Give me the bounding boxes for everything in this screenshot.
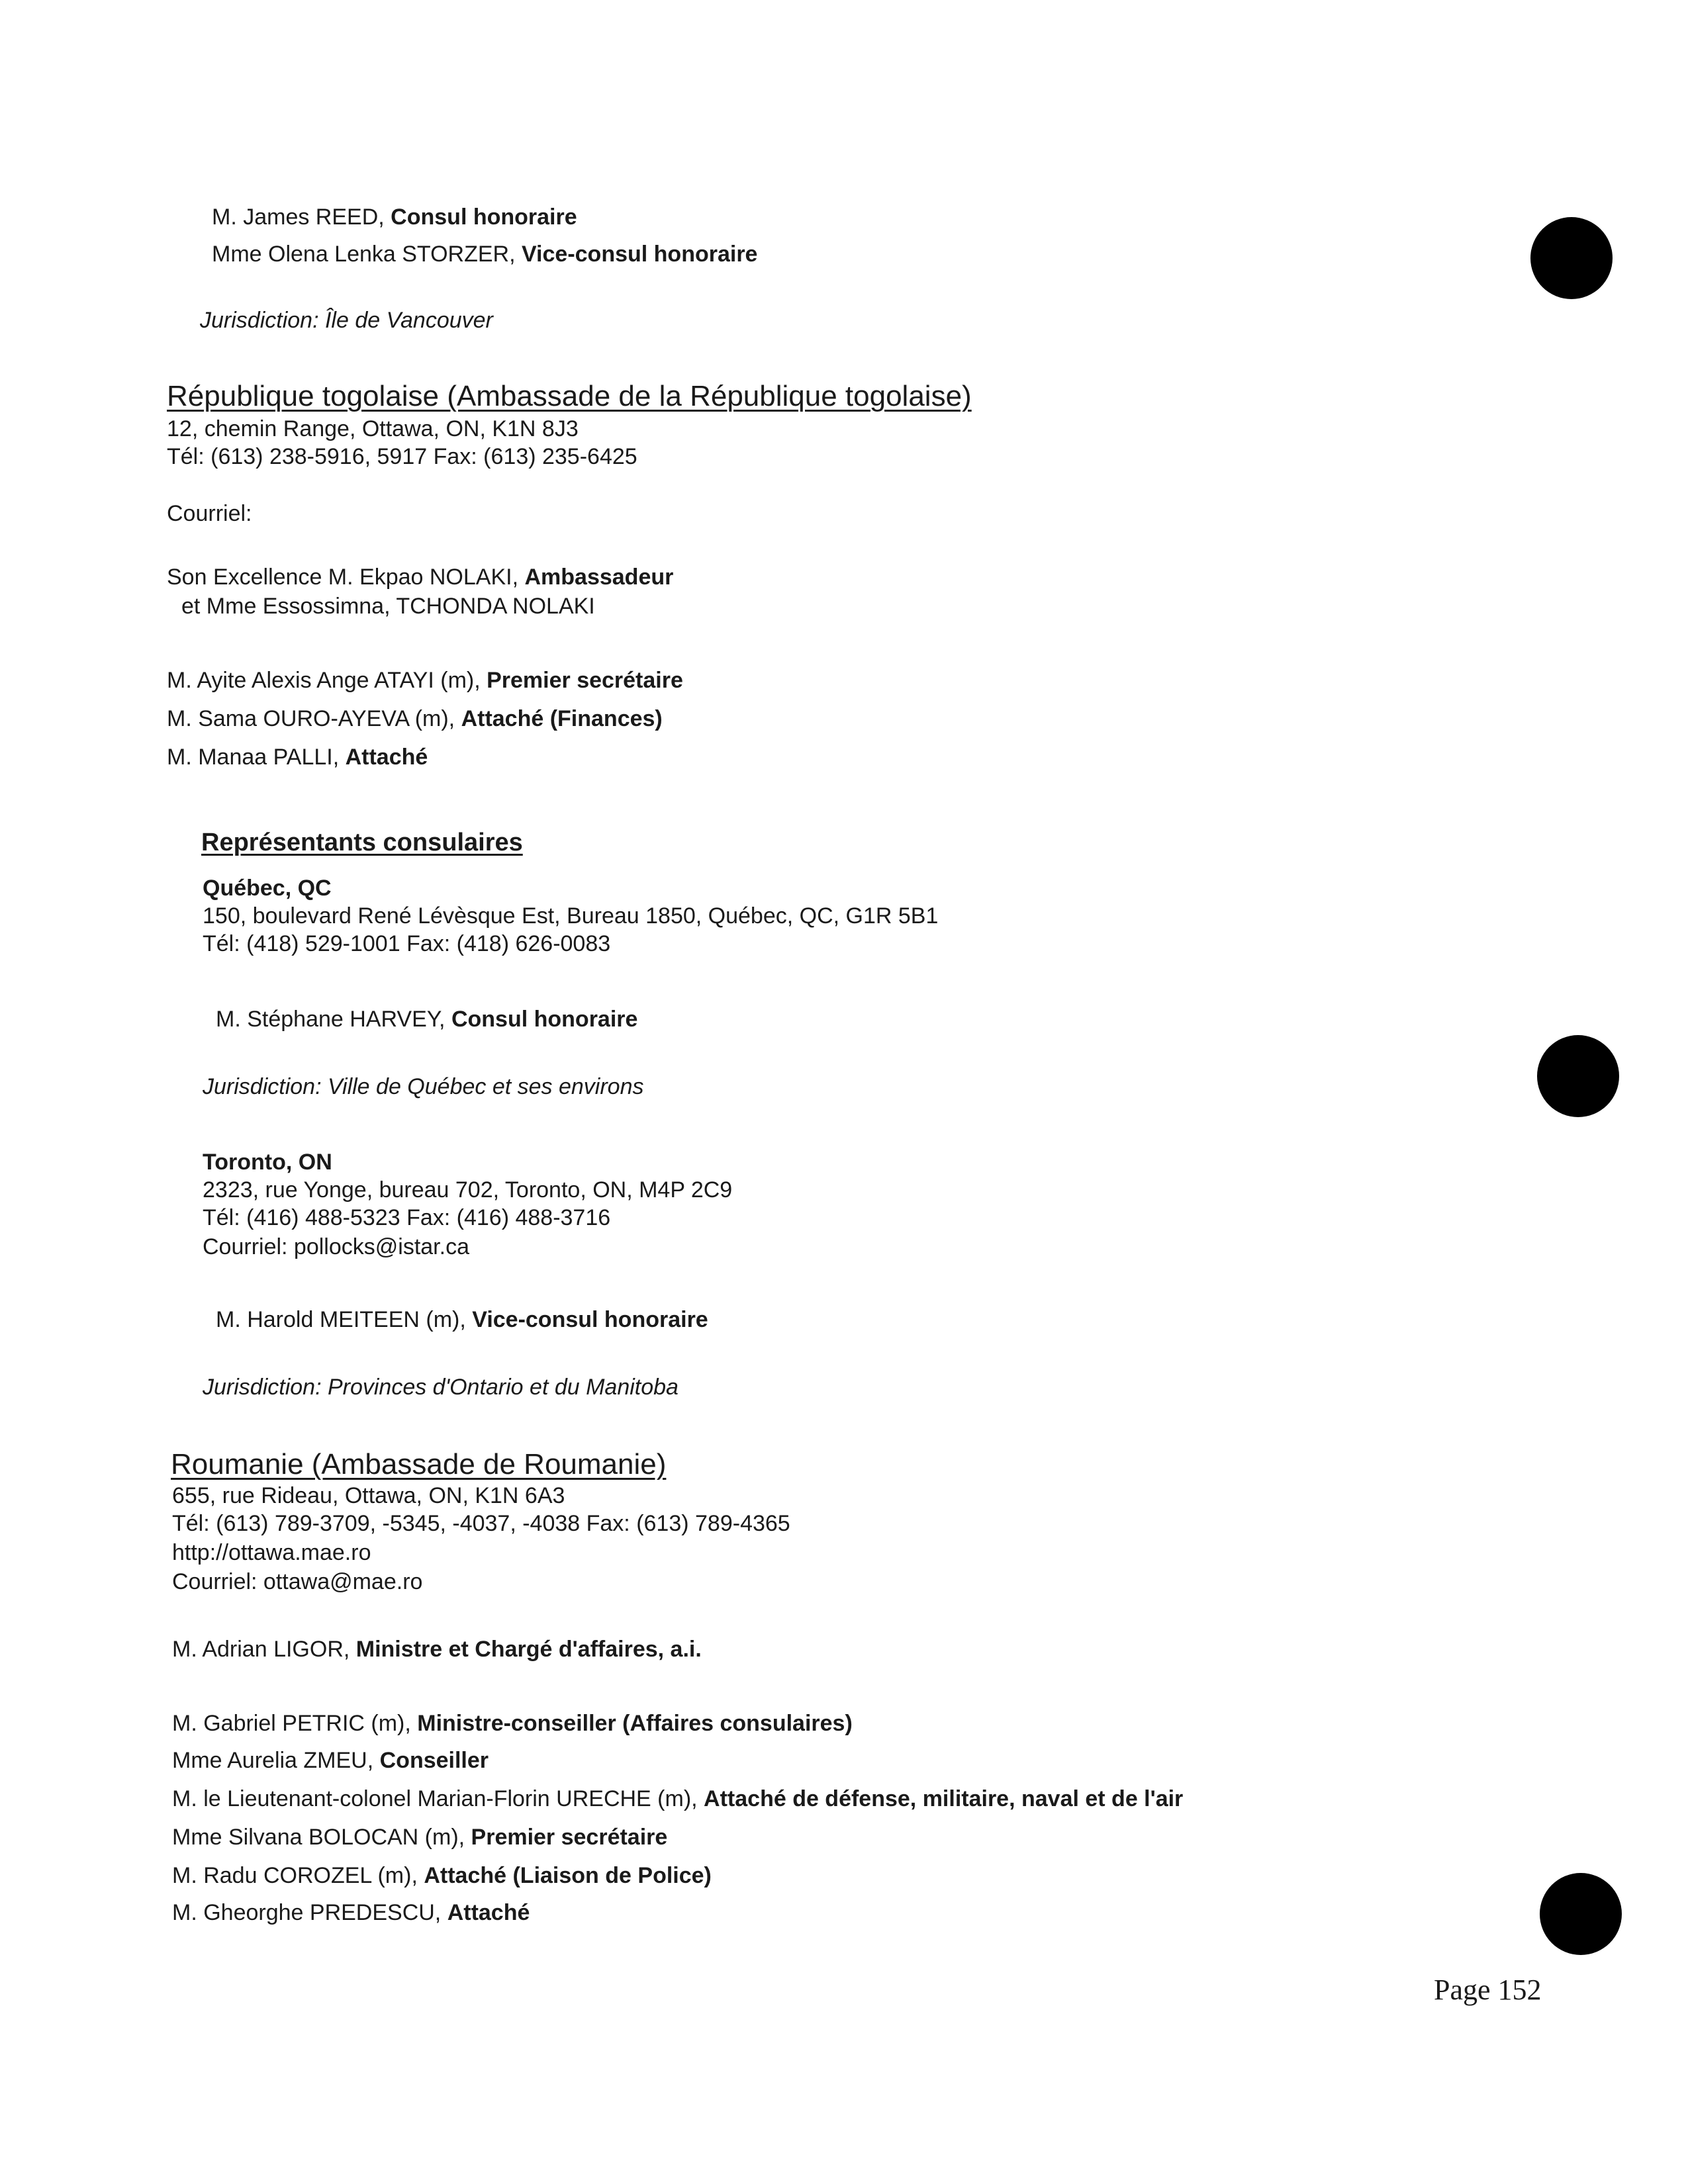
person-title: Consul honoraire — [451, 1007, 638, 1032]
punch-hole — [1530, 217, 1613, 299]
romania-heading: Roumanie (Ambassade de Roumanie) — [171, 1448, 667, 1480]
togo-staff-entry — [167, 667, 683, 694]
romania-web: http://ottawa.mae.ro — [172, 1540, 371, 1565]
person-title: Attaché (Liaison de Police) — [424, 1863, 712, 1888]
togo-phone: Tél: (613) 238-5916, 5917 Fax: (613) 235-6425 — [167, 444, 637, 469]
person-name: M. James REED, — [212, 205, 391, 230]
quebec-jurisdiction: Jurisdiction: Ville de Québec et ses environs — [203, 1074, 644, 1099]
person-title: Premier secrétaire — [471, 1825, 668, 1850]
togo-heading: République togolaise (Ambassade de la République togolaise) — [167, 380, 972, 412]
person-title: Vice-consul honoraire — [521, 242, 758, 267]
quebec-consul — [216, 1006, 637, 1032]
person-name: Mme Silvana BOLOCAN (m), — [172, 1825, 471, 1850]
jurisdiction-vancouver: Jurisdiction: Île de Vancouver — [200, 308, 493, 333]
romania-staff-entry — [172, 1747, 489, 1774]
person-title: Conseiller — [379, 1748, 489, 1773]
romania-phone: Tél: (613) 789-3709, -5345, -4037, -4038 Fax: (613) 789-4365 — [172, 1511, 790, 1536]
person-title: Ministre et Chargé d'affaires, a.i. — [355, 1637, 702, 1662]
person-title: Attaché (Finances) — [461, 706, 663, 731]
romania-staff-entry — [172, 1862, 712, 1889]
romania-chief — [172, 1636, 702, 1662]
person-name: Mme Aurelia ZMEU, — [172, 1748, 380, 1773]
togo-staff-entry — [167, 744, 428, 770]
person-title: Attaché — [447, 1900, 530, 1925]
togo-address: 12, chemin Range, Ottawa, ON, K1N 8J3 — [167, 416, 579, 441]
romania-staff-entry — [172, 1899, 530, 1926]
togo-spouse: et Mme Essossimna, TCHONDA NOLAKI — [181, 594, 595, 619]
consular-heading: Représentants consulaires — [201, 829, 523, 856]
page-number: Page 152 — [1434, 1974, 1542, 2006]
romania-staff-entry — [172, 1824, 667, 1850]
person-title: Attaché — [345, 745, 428, 770]
punch-hole — [1537, 1035, 1619, 1117]
quebec-city: Québec, QC — [203, 876, 332, 901]
person-title: Vice-consul honoraire — [472, 1307, 708, 1332]
toronto-phone: Tél: (416) 488-5323 Fax: (416) 488-3716 — [203, 1205, 611, 1230]
person-title: Attaché de défense, militaire, naval et de l'air — [704, 1786, 1184, 1811]
romania-email: Courriel: ottawa@mae.ro — [172, 1569, 423, 1594]
romania-staff-entry — [172, 1786, 1183, 1812]
quebec-address: 150, boulevard René Lévèsque Est, Bureau 1850, Québec, QC, G1R 5B1 — [203, 903, 939, 929]
person-name: M. Sama OURO-AYEVA (m), — [167, 706, 461, 731]
consul-entry — [212, 241, 757, 267]
person-title: Premier secrétaire — [487, 668, 683, 693]
person-name: M. Adrian LIGOR, — [172, 1637, 356, 1662]
toronto-city: Toronto, ON — [203, 1150, 332, 1175]
toronto-email: Courriel: pollocks@istar.ca — [203, 1234, 469, 1259]
person-title: Ambassadeur — [524, 565, 674, 590]
person-name: M. Ayite Alexis Ange ATAYI (m), — [167, 668, 487, 693]
person-name: M. Gheorghe PREDESCU, — [172, 1900, 447, 1925]
toronto-address: 2323, rue Yonge, bureau 702, Toronto, ON, M4P 2C9 — [203, 1177, 733, 1203]
quebec-phone: Tél: (418) 529-1001 Fax: (418) 626-0083 — [203, 931, 611, 956]
toronto-consul — [216, 1306, 708, 1333]
person-name: M. Harold MEITEEN (m), — [216, 1307, 473, 1332]
toronto-jurisdiction: Jurisdiction: Provinces d'Ontario et du Manitoba — [203, 1375, 679, 1400]
person-name: M. le Lieutenant-colonel Marian-Florin URECHE (m), — [172, 1786, 704, 1811]
person-name: Mme Olena Lenka STORZER, — [212, 242, 522, 267]
person-name: M. Radu COROZEL (m), — [172, 1863, 424, 1888]
consul-entry — [212, 204, 577, 230]
romania-address: 655, rue Rideau, Ottawa, ON, K1N 6A3 — [172, 1483, 565, 1508]
person-name: M. Manaa PALLI, — [167, 745, 346, 770]
togo-ambassador — [167, 564, 673, 590]
togo-email-label: Courriel: — [167, 501, 252, 526]
person-title: Ministre-conseiller (Affaires consulaires) — [417, 1711, 853, 1736]
togo-staff-entry — [167, 705, 663, 732]
person-name: M. Stéphane HARVEY, — [216, 1007, 451, 1032]
person-name: Son Excellence M. Ekpao NOLAKI, — [167, 565, 525, 590]
romania-staff-entry — [172, 1710, 853, 1737]
person-name: M. Gabriel PETRIC (m), — [172, 1711, 418, 1736]
punch-hole — [1540, 1873, 1622, 1955]
person-title: Consul honoraire — [391, 205, 577, 230]
